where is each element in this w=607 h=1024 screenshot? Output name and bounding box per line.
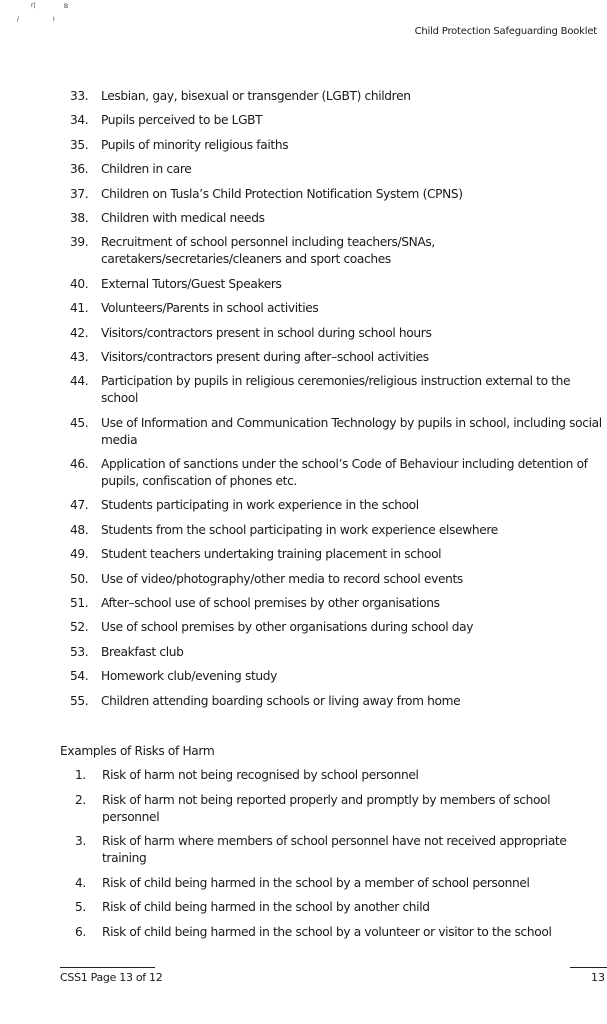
list-item [75,833,600,867]
list-item-text: Volunteers/Parents in school activities [101,301,319,316]
safeguarding-activities-list [70,88,605,717]
list-item-number: 55. [70,693,89,708]
list-item [75,767,600,784]
list-item-text: Children in care [101,162,192,177]
list-item-number: 3. [75,834,86,849]
list-item [70,497,605,514]
list-item-number: 35. [70,137,89,152]
scan-artifact: r| [31,2,36,9]
list-item-text: Breakfast club [101,644,184,659]
list-item-number: 6. [75,924,86,939]
list-item [70,571,605,588]
list-item-number: 38. [70,210,89,225]
list-item-text: Use of school premises by other organisations during school day [101,620,474,635]
list-item [70,210,605,227]
list-item-number: 40. [70,276,89,291]
list-item-number: 44. [70,374,89,389]
list-item-text: Student teachers undertaking training placement in school [101,547,442,562]
list-item-number: 51. [70,596,89,611]
list-item-number: 43. [70,349,89,364]
list-item-text: Recruitment of school personnel including teachers/SNAs, caretakers/secretaries/cleaners and sport coaches [101,235,435,267]
scan-artifact: / [17,16,20,23]
list-item-text: Use of video/photography/other media to record school events [101,571,463,586]
scan-artifact: I [53,16,55,23]
list-item-text: Lesbian, gay, bisexual or transgender (LGBT) children [101,89,411,103]
list-item-text: Risk of harm where members of school personnel have not received appropriate training [102,834,567,866]
list-item-text: Risk of harm not being recognised by school personnel [102,768,419,782]
list-item [70,546,605,563]
list-item [75,924,600,941]
list-item-text: Pupils perceived to be LGBT [101,113,263,128]
list-item-number: 49. [70,547,89,562]
list-item-text: Children on Tusla’s Child Protection Notification System (CPNS) [101,186,463,201]
risks-of-harm-list [75,767,600,949]
list-item [70,234,605,268]
list-item [70,595,605,612]
list-item [70,186,605,203]
page-number: 13 [591,971,605,984]
list-item [70,693,605,710]
list-item-text: Pupils of minority religious faiths [101,137,289,152]
list-item [75,899,600,916]
list-item [70,300,605,317]
footer-page-label: CSS1 Page 13 of 12 [60,971,163,984]
list-item-number: 42. [70,325,89,340]
section-heading: Examples of Risks of Harm [60,744,215,758]
list-item-number: 50. [70,571,89,586]
list-item [70,668,605,685]
list-item-text: Students from the school participating in work experience elsewhere [101,522,498,537]
footer-divider-right [570,967,607,968]
list-item [70,522,605,539]
list-item-number: 48. [70,522,89,537]
list-item-number: 34. [70,113,89,128]
list-item [70,619,605,636]
list-item-text: Risk of child being harmed in the school by a volunteer or visitor to the school [102,924,552,939]
list-item [70,112,605,129]
list-item [70,644,605,661]
list-item [70,349,605,366]
list-item [70,88,605,105]
list-item-text: Participation by pupils in religious ceremonies/religious instruction external to the school [101,374,571,406]
list-item-number: 36. [70,162,89,177]
list-item [70,415,605,449]
list-item-number: 53. [70,644,89,659]
list-item-text: Visitors/contractors present in school during school hours [101,325,432,340]
list-item-number: 52. [70,620,89,635]
list-item-number: 45. [70,415,89,430]
list-item-text: Children with medical needs [101,210,265,225]
list-item-number: 47. [70,498,89,513]
list-item [70,456,605,490]
list-item [75,792,600,826]
list-item-text: Risk of child being harmed in the school by another child [102,900,430,915]
list-item-number: 37. [70,186,89,201]
list-item-text: Students participating in work experience in the school [101,498,419,513]
list-item-text: Homework club/evening study [101,669,278,684]
list-item-number: 5. [75,900,86,915]
list-item-number: 54. [70,669,89,684]
list-item-text: Risk of harm not being reported properly and promptly by members of school personnel [102,792,551,824]
list-item-text: Application of sanctions under the school’s Code of Behaviour including detention of pupils, confiscation of phones etc. [101,457,588,489]
list-item-number: 41. [70,301,89,316]
list-item [70,161,605,178]
list-item [70,137,605,154]
list-item [70,325,605,342]
list-item-number: 33. [70,89,89,103]
list-item [75,875,600,892]
list-item-number: 1. [75,768,86,782]
list-item-text: Risk of child being harmed in the school by a member of school personnel [102,875,530,890]
list-item [70,276,605,293]
list-item-text: Visitors/contractors present during after–school activities [101,349,429,364]
list-item [70,373,605,407]
list-item-text: After–school use of school premises by other organisations [101,596,440,611]
list-item-number: 39. [70,235,89,250]
list-item-number: 2. [75,792,86,807]
scan-artifact: B [64,3,69,10]
running-header: Child Protection Safeguarding Booklet [414,26,597,37]
list-item-number: 4. [75,875,86,890]
list-item-number: 46. [70,457,89,472]
list-item-text: Children attending boarding schools or living away from home [101,693,461,708]
list-item-text: Use of Information and Communication Technology by pupils in school, including social media [101,415,602,447]
footer-divider-left [60,967,155,968]
list-item-text: External Tutors/Guest Speakers [101,276,282,291]
